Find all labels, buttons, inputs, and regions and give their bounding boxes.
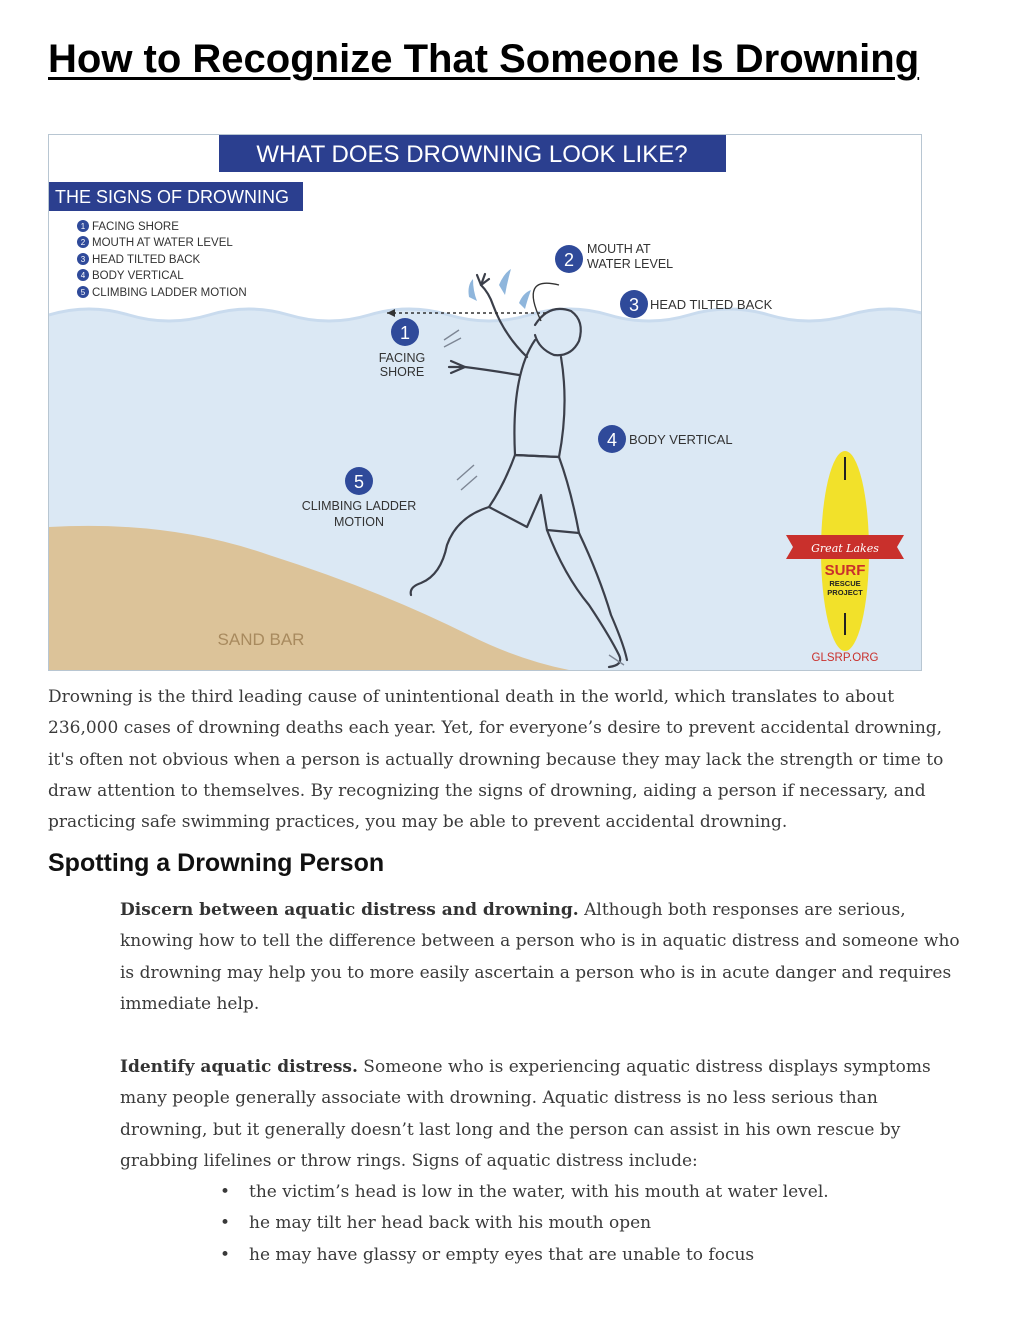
step-body: Although both responses are serious, knowing how to tell the difference between a person who is in aquatic distress and someone who is drowning may help you to more easily ascertain a person who is in acute danger and requires immediate help. xyxy=(120,900,960,1014)
step-body: Someone who is experiencing aquatic distress displays symptoms many people generally associate with drowning. Aquatic distress is no less serious than drowning, but it generally doesn’t last long and the person can assist in his own rescue by grabbing lifelines or throw rings. Signs of aquatic distress include: xyxy=(120,1057,931,1171)
intro-paragraph: Drowning is the third leading cause of unintentional death in the world, which translates to about 236,000 cases of drowning deaths each year. Yet, for everyone’s desire to prevent accidental drowning, it's often not obvious when a person is actually drowning because they may lack the strength or time to draw attention to themselves. By recognizing the signs of drowning, aiding a person if necessary, and practicing safe swimming practices, you may be able to prevent accidental drowning. xyxy=(48,687,944,833)
sign-text: FACING SHORE xyxy=(92,221,179,233)
list-item xyxy=(120,1240,960,1271)
callout-text-2b: WATER LEVEL xyxy=(587,257,674,271)
sign-text: BODY VERTICAL xyxy=(92,270,184,282)
banner-title: WHAT DOES DROWNING LOOK LIKE? xyxy=(256,141,688,168)
sign-number: 3 xyxy=(80,255,86,264)
step-paragraph xyxy=(120,895,965,1020)
logo-script-text: Great Lakes xyxy=(811,542,879,555)
list-item-text: the victim’s head is low in the water, with his mouth at water level. xyxy=(249,1182,829,1202)
bullet-marker: • xyxy=(220,1244,231,1265)
list-item-text: he may tilt her head back with his mouth open xyxy=(249,1213,652,1234)
callout-text-5a: CLIMBING LADDER xyxy=(301,499,417,513)
signs-list-item xyxy=(77,286,247,299)
sign-number: 5 xyxy=(80,288,86,297)
callout-number-4: 4 xyxy=(606,430,618,450)
website-label: GLSRP.ORG xyxy=(811,652,879,664)
step-lead: Discern between aquatic distress and drowning. xyxy=(120,900,579,920)
sign-text: MOUTH AT WATER LEVEL xyxy=(92,237,233,249)
callout-number-2: 2 xyxy=(563,250,575,270)
callout-text-2a: MOUTH AT xyxy=(587,242,651,256)
infographic-canvas xyxy=(49,135,921,670)
signs-list-item xyxy=(77,236,233,249)
sign-text: HEAD TILTED BACK xyxy=(92,254,201,266)
sign-number: 2 xyxy=(80,238,86,247)
signs-list-item xyxy=(77,253,201,266)
step-lead: Identify aquatic distress. xyxy=(120,1057,358,1077)
bullet-marker: • xyxy=(220,1213,231,1234)
sign-number: 4 xyxy=(80,271,86,280)
callout-text-1a: FACING xyxy=(378,351,426,365)
sign-text: CLIMBING LADDER MOTION xyxy=(92,287,247,299)
signs-list-item xyxy=(77,220,179,233)
callout-text-3: HEAD TILTED BACK xyxy=(650,297,773,312)
list-item xyxy=(120,1177,960,1208)
logo-sub-text-1: RESCUE xyxy=(829,579,861,588)
page-title: How to Recognize That Someone Is Drowning xyxy=(48,37,920,81)
signs-header: THE SIGNS OF DROWNING xyxy=(55,187,289,207)
callout-number-3: 3 xyxy=(628,295,640,315)
signs-list-item xyxy=(77,269,184,282)
drowning-infographic xyxy=(48,134,922,671)
list-item xyxy=(120,1208,960,1239)
callout-number-1: 1 xyxy=(399,323,411,343)
callout-text-4: BODY VERTICAL xyxy=(629,432,733,447)
sign-number: 1 xyxy=(80,222,86,231)
callout-text-5b: MOTION xyxy=(334,515,384,529)
step-paragraph xyxy=(120,1052,965,1177)
logo-sub-text-2: PROJECT xyxy=(827,588,863,597)
callout-text-1b: SHORE xyxy=(379,365,425,379)
list-item-text: he may have glassy or empty eyes that are unable to focus xyxy=(249,1244,755,1265)
sand-bar-label: SAND BAR xyxy=(217,630,305,649)
bullet-marker: • xyxy=(220,1182,231,1202)
section-heading: Spotting a Drowning Person xyxy=(48,849,385,877)
logo-main-text: SURF xyxy=(824,562,866,579)
callout-number-5: 5 xyxy=(353,472,365,492)
distress-signs-list xyxy=(120,1177,960,1271)
